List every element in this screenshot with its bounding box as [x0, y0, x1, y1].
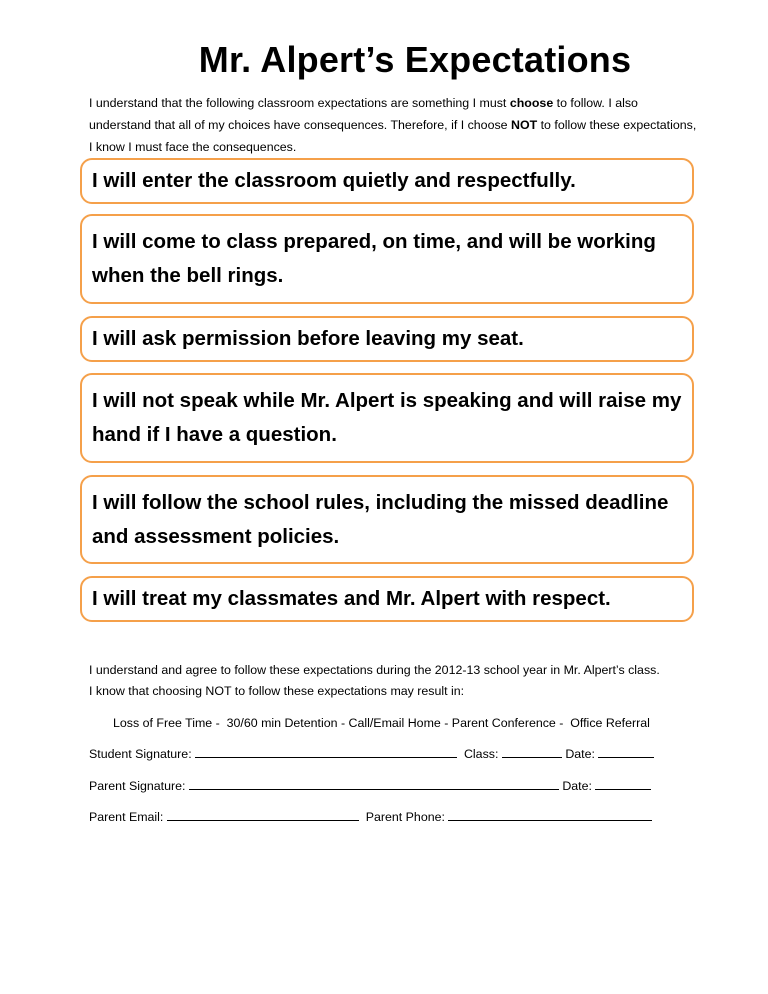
class-field[interactable]: [502, 745, 562, 758]
rule-box: [80, 316, 694, 362]
parent-signature-row: [89, 777, 749, 795]
rule-box: [80, 576, 694, 622]
student-date-field[interactable]: [598, 745, 654, 758]
intro-text-1: I understand that the following classroom expectations are something I must: [89, 96, 510, 110]
agreement-line-2: I know that choosing NOT to follow these expectations may result in:: [89, 684, 465, 698]
parent-phone-field[interactable]: [448, 808, 652, 821]
parent-phone-label: Parent Phone:: [365, 810, 445, 824]
parent-email-field[interactable]: [167, 808, 359, 821]
intro-paragraph: [89, 92, 699, 158]
rule-box: [80, 373, 694, 463]
agreement-line-1: I understand and agree to follow these expectations during the 2012-13 school year in Mr. Alpert’s class.: [89, 663, 660, 677]
parent-signature-label: Parent Signature:: [89, 779, 186, 793]
rule-text: I will come to class prepared, on time, and will be working when the bell rings.: [92, 230, 656, 287]
rule-text: I will treat my classmates and Mr. Alpert with respect.: [92, 587, 611, 610]
page-title: Mr. Alpert’s Expectations: [198, 39, 632, 80]
rule-text: I will ask permission before leaving my seat.: [92, 327, 524, 350]
intro-text-2: to follow. I also understand that all of my choices have consequences. Therefore, if I choose: [89, 96, 638, 132]
consequences-list: Loss of Free Time - 30/60 min Detention - Call/Email Home - Parent Conference - Office Referral: [113, 716, 650, 730]
intro-not-emphasis: NOT: [511, 118, 538, 132]
class-label: Class:: [463, 747, 499, 761]
parent-signature-field[interactable]: [189, 777, 559, 790]
intro-text-3: to follow these expectations, I know I must face the consequences.: [89, 118, 697, 154]
rule-box: [80, 475, 694, 564]
student-signature-row: [89, 745, 749, 763]
parent-date-field[interactable]: [595, 777, 651, 790]
student-date-label: Date:: [565, 747, 595, 761]
parent-contact-row: [89, 808, 749, 826]
rule-box: [80, 158, 694, 204]
rule-text: I will enter the classroom quietly and respectfully.: [92, 169, 576, 192]
parent-date-label: Date:: [562, 779, 592, 793]
rule-text: I will follow the school rules, including the missed deadline and assessment policies.: [92, 490, 669, 548]
student-signature-label: Student Signature:: [89, 747, 192, 761]
rule-text: I will not speak while Mr. Alpert is speaking and will raise my hand if I have a question.: [92, 389, 682, 446]
agreement-text: [89, 660, 729, 702]
intro-choose-emphasis: choose: [509, 96, 554, 110]
parent-email-label: Parent Email:: [89, 810, 164, 824]
rule-box: [80, 214, 694, 304]
student-signature-field[interactable]: [195, 745, 457, 758]
